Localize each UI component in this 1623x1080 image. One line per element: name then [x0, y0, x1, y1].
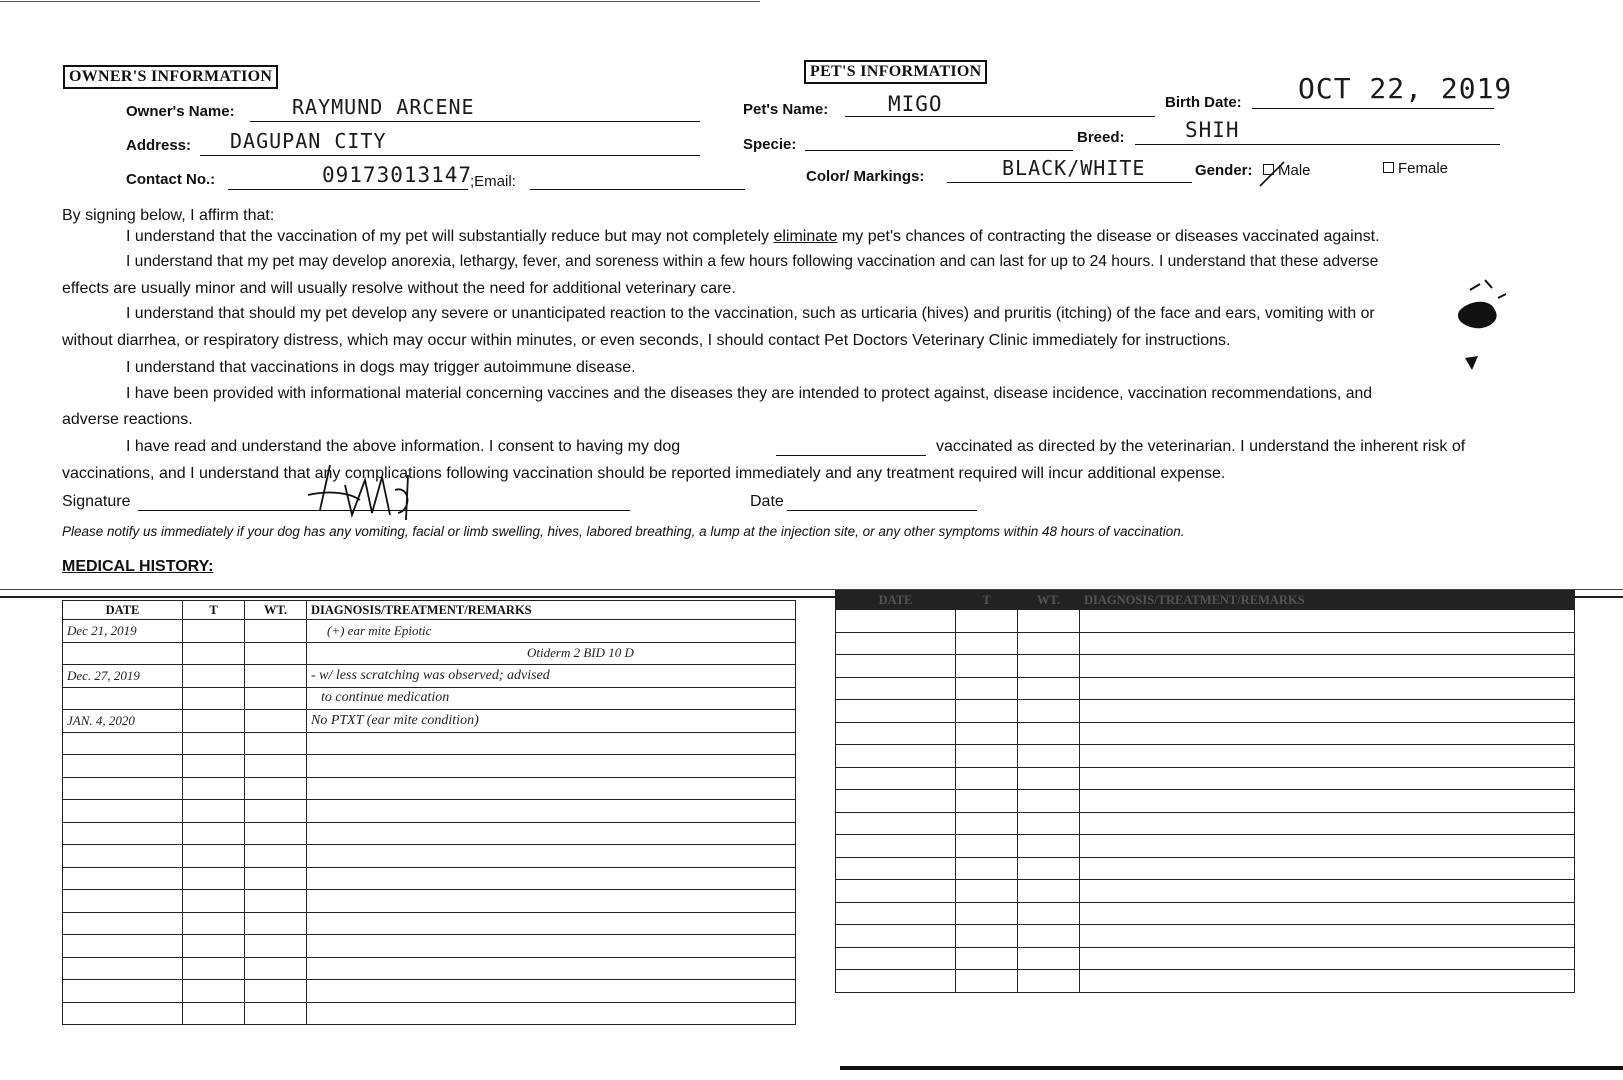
consent-p1-end: my pet's chances of contracting the disease or diseases vaccinated against. [837, 228, 1380, 245]
table-row [63, 755, 796, 778]
table-row [836, 947, 1575, 970]
table-row [63, 980, 796, 1003]
table-row [63, 845, 796, 868]
consent-intro: By signing below, I affirm that: [62, 207, 275, 224]
row-date [63, 642, 183, 665]
table-row [836, 767, 1575, 790]
pet-name-label: Pet's Name: [743, 101, 829, 118]
table-row [63, 777, 796, 800]
breed-value: SHIH [1185, 118, 1240, 142]
row-remarks: to continue medication [307, 687, 796, 710]
row-remarks: - w/ less scratching was observed; advised [307, 665, 796, 688]
color-markings-line [947, 182, 1192, 183]
table-row [63, 732, 796, 755]
date-label: Date [750, 493, 784, 510]
birth-date-line [1252, 108, 1494, 109]
table-row [836, 677, 1575, 700]
consent-paragraph-5-line-2: adverse reactions. [62, 411, 193, 428]
consent-paragraph-2-line-1: I understand that my pet may develop anorexia, lethargy, fever, and soreness within a few hours following vaccination and can last for up to 24 hours. I understand that these adverse [126, 253, 1379, 270]
contact-label: Contact No.: [126, 171, 216, 188]
male-check-mark-icon [1258, 160, 1288, 190]
table-row [63, 665, 796, 688]
header-date: DATE [836, 591, 956, 610]
breed-label: Breed: [1077, 129, 1125, 146]
table-row [836, 632, 1575, 655]
table-row [63, 957, 796, 980]
medical-history-title: MEDICAL HISTORY: [62, 558, 214, 575]
table-row [63, 687, 796, 710]
header-temperature: T [183, 601, 245, 620]
consent-paragraph-5-line-1: I have been provided with informational material concerning vaccines and the diseases they are intended to protect against, disease incidence, vaccination recommendations, and [126, 385, 1373, 402]
email-label: ;Email: [470, 173, 516, 190]
specie-line [805, 150, 1073, 151]
row-remarks: No PTXT (ear mite condition) [307, 710, 796, 733]
male-label: Male [1278, 162, 1311, 179]
table-row [836, 902, 1575, 925]
row-date [63, 687, 183, 710]
consent-paragraph-6-line-2: vaccinations, and I understand that any complications following vaccination should be reported immediately and any treatment required will incur additional expense. [62, 465, 1226, 482]
table-row [63, 1002, 796, 1025]
table-row [836, 610, 1575, 633]
header-remarks: DIAGNOSIS/TREATMENT/REMARKS [1080, 591, 1575, 610]
contact-line [228, 189, 468, 190]
owner-section-title: OWNER'S INFORMATION [63, 65, 278, 89]
email-line [530, 189, 745, 190]
owner-name-value: RAYMUND ARCENE [292, 95, 475, 119]
table-row [63, 800, 796, 823]
table-row [836, 745, 1575, 768]
pet-name-value: MIGO [888, 92, 943, 116]
color-markings-label: Color/ Markings: [806, 168, 925, 185]
table-row [63, 867, 796, 890]
pet-name-line [845, 116, 1155, 117]
birth-date-value: OCT 22, 2019 [1298, 72, 1513, 105]
medical-history-table-right [835, 590, 1575, 993]
birth-date-label: Birth Date: [1165, 94, 1242, 111]
consent-paragraph-3-line-1: I understand that should my pet develop any severe or unanticipated reaction to the vaccination, such as urticaria (hives) and pruritis (itching) of the face and ears, vomiting with or [126, 305, 1375, 322]
table-row [836, 970, 1575, 993]
row-remarks: (+) ear mite Epiotic [307, 620, 796, 643]
consent-paragraph-4: I understand that vaccinations in dogs may trigger autoimmune disease. [126, 359, 636, 376]
header-date: DATE [63, 601, 183, 620]
table-row [836, 925, 1575, 948]
table-row [836, 700, 1575, 723]
female-label: Female [1398, 160, 1449, 177]
table-row [836, 880, 1575, 903]
table-row [836, 857, 1575, 880]
dog-name-blank [776, 455, 926, 456]
owner-name-label: Owner's Name: [126, 103, 235, 120]
table-row [63, 620, 796, 643]
table-row [63, 890, 796, 913]
consent-paragraph-6-line-1-end: vaccinated as directed by the veterinarian. I understand the inherent risk of [936, 438, 1466, 455]
header-weight: WT. [245, 601, 307, 620]
row-remarks: Otiderm 2 BID 10 D [307, 642, 796, 665]
header-weight: WT. [1018, 591, 1080, 610]
address-label: Address: [126, 137, 192, 154]
bottom-scan-bar [840, 1066, 1623, 1070]
signature-scribble-icon [290, 455, 430, 525]
gender-female-option[interactable] [1383, 160, 1448, 177]
medical-history-table-left [62, 600, 796, 1025]
consent-paragraph-2-line-2: effects are usually minor and will usually resolve without the need for additional veterinary care. [62, 280, 736, 297]
table-row [836, 812, 1575, 835]
row-date: Dec. 27, 2019 [63, 665, 183, 688]
table-row [836, 835, 1575, 858]
table-row [63, 642, 796, 665]
breed-line [1135, 144, 1500, 145]
header-temperature: T [956, 591, 1018, 610]
color-markings-value: BLACK/WHITE [1002, 156, 1146, 180]
table-row [63, 822, 796, 845]
signature-label: Signature [62, 493, 131, 510]
female-checkbox[interactable] [1383, 162, 1394, 173]
specie-label: Specie: [743, 136, 797, 153]
owner-name-line [250, 121, 700, 122]
contact-value: 09173013147 [322, 163, 473, 187]
address-line [200, 155, 700, 156]
table-row [836, 722, 1575, 745]
consent-p1-start: I understand that the vaccination of my pet will substantially reduce but may not completely [126, 228, 774, 245]
notice-text: Please notify us immediately if your dog has any vomiting, facial or limb swelling, hives, labored breathing, a lump at the injection site, or any other symptoms within 48 hours of vaccination. [62, 524, 1185, 539]
date-line[interactable] [787, 510, 977, 511]
address-value: DAGUPAN CITY [230, 129, 387, 153]
consent-p6-start: I have read and understand the above information. I consent to having my dog [126, 438, 681, 455]
table-header-row [836, 591, 1575, 610]
consent-paragraph-1 [126, 228, 1380, 246]
row-date: Dec 21, 2019 [63, 620, 183, 643]
header-remarks: DIAGNOSIS/TREATMENT/REMARKS [307, 601, 796, 620]
table-row [63, 935, 796, 958]
top-edge-line [0, 1, 760, 2]
gender-label: Gender: [1195, 162, 1253, 179]
pet-section-title: PET'S INFORMATION [804, 60, 987, 84]
consent-p1-emphasis: eliminate [773, 228, 838, 245]
table-row [63, 912, 796, 935]
consent-paragraph-6-line-1 [126, 438, 680, 456]
table-header-row [63, 601, 796, 620]
row-date: JAN. 4, 2020 [63, 710, 183, 733]
table-row [836, 655, 1575, 678]
table-row [63, 710, 796, 733]
table-row [836, 790, 1575, 813]
ink-blot-icon [1440, 270, 1520, 380]
consent-paragraph-3-line-2: without diarrhea, or respiratory distress, which may occur within minutes, or even seconds, I should contact Pet Doctors Veterinary Clinic immediately for instructions. [62, 332, 1231, 349]
